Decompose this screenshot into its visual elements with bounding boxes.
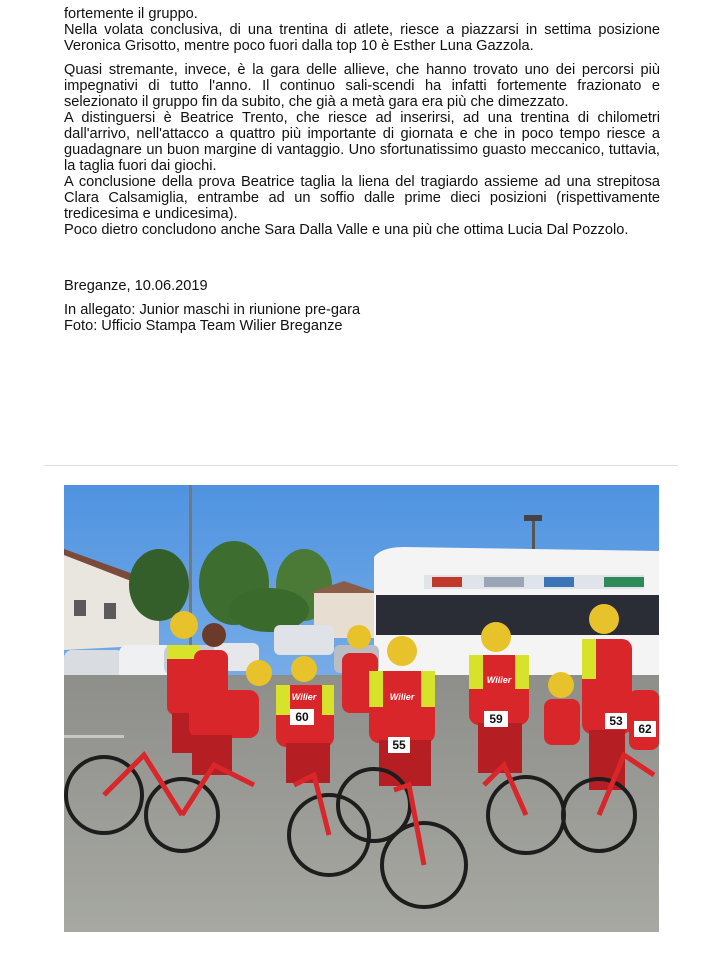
jersey-logo: Wilier xyxy=(486,675,512,685)
divider xyxy=(44,465,678,466)
race-number: 62 xyxy=(638,722,652,736)
paragraph: fortemente il gruppo. xyxy=(64,6,198,22)
jersey-logo: Wilier xyxy=(291,692,317,702)
race-number: 60 xyxy=(295,710,309,724)
photo-credit: Foto: Ufficio Stampa Team Wilier Breganze xyxy=(64,318,343,334)
paragraph: A conclusione della prova Beatrice taglia la liena del tragiardo assieme ad una strepitosa Clara Calsamiglia, entrambe ad un soffio dalle prime dieci posizioni (rispettivamente tredicesima e undicesima). xyxy=(64,174,660,222)
race-number: 55 xyxy=(392,738,406,752)
dateline: Breganze, 10.06.2019 xyxy=(64,278,208,294)
article-text xyxy=(64,6,660,334)
attachment-caption: In allegato: Junior maschi in riunione pre-gara xyxy=(64,302,361,318)
race-number: 59 xyxy=(489,712,503,726)
paragraph: Poco dietro concludono anche Sara Dalla Valle e una più che ottima Lucia Dal Pozzolo. xyxy=(64,222,629,238)
paragraph: Quasi stremante, invece, è la gara delle allieve, che hanno trovato uno dei percorsi più impegnativi di tutto l'anno. Il continuo sali-scendi ha infatti fortemente frazionato e selezionato il gruppo fin da subito, che già a metà gara era più che dimezzato. xyxy=(64,62,660,110)
race-number: 53 xyxy=(609,714,623,728)
paragraph: A distinguersi è Beatrice Trento, che riesce ad inserirsi, ad una trentina di chilometri dall'arrivo, nell'attacco a quattro più importante di giornata e che in poco tempo riesce a guadagnare un buon margine di vantaggio. Uno sfortunatissimo guasto meccanico, tuttavia, la taglia fuori dai giochi. xyxy=(64,110,660,174)
jersey-logo: Wilier xyxy=(389,692,415,702)
paragraph: Nella volata conclusiva, di una trentina di atlete, riesce a piazzarsi in settima posizione Veronica Grisotto, mentre poco fuori dalla top 10 è Esther Luna Gazzola. xyxy=(64,22,660,54)
team-photo xyxy=(64,485,659,932)
